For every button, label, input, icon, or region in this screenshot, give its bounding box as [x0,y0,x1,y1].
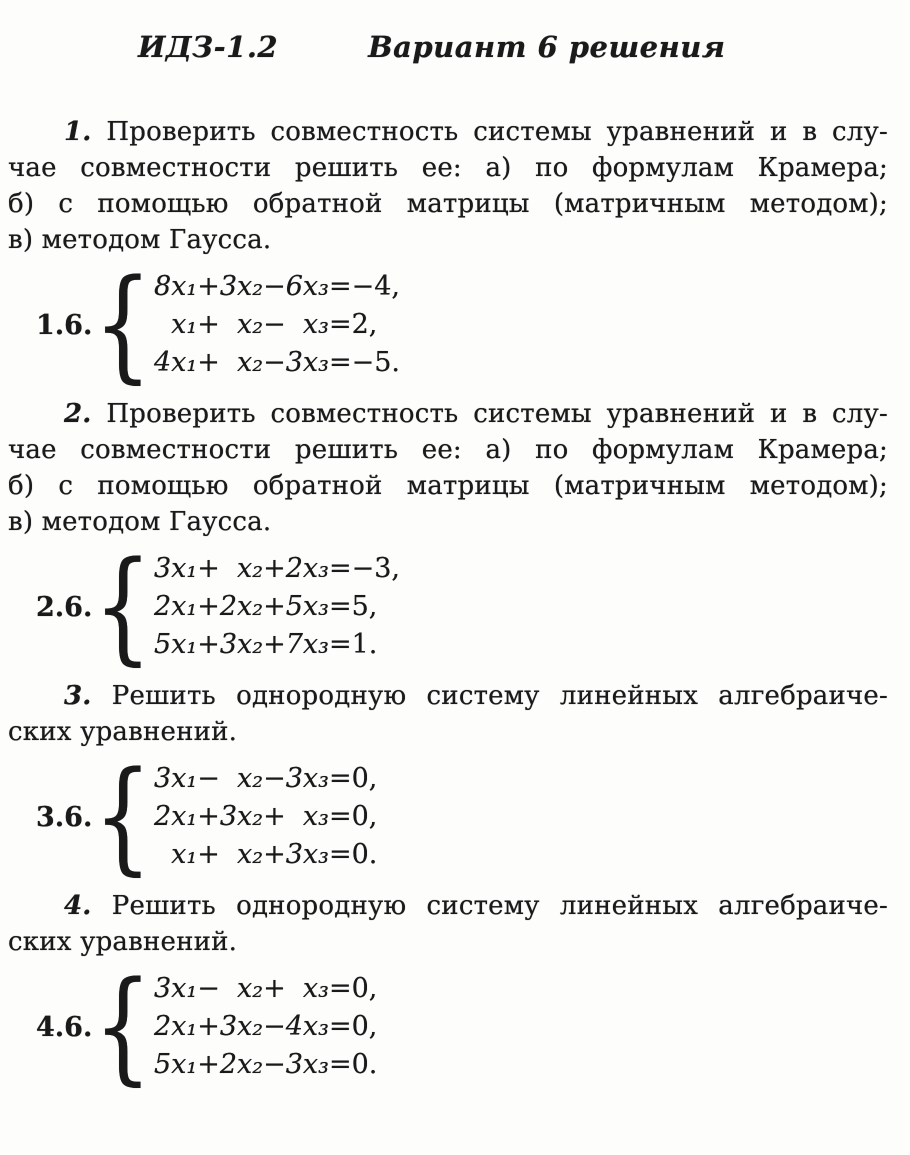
term-cell: x₁ [171,839,198,870]
system-label: 3.6. [36,801,93,833]
op-cell: + [263,591,286,622]
op-cell: − [263,271,286,302]
equals-cell: = [328,1049,352,1080]
equation-row [154,268,400,306]
problem-number: 3. [64,681,92,711]
equation-row [154,836,377,874]
term-cell: x₂ [237,347,264,378]
term-cell: 3x₃ [285,1049,329,1080]
equation-table [154,268,400,382]
statement-line [8,396,888,432]
term-cell: 2x₃ [285,553,329,584]
op-cell: + [263,973,286,1004]
term-cell: 5x₃ [285,591,329,622]
op-cell: + [263,553,286,584]
term-cell: 3x₁ [154,763,198,794]
term-cell: 3x₂ [219,1011,264,1042]
equals-cell: = [328,553,352,584]
statement-line [8,888,888,924]
equation-row [154,588,400,626]
system-label: 1.6. [36,309,93,341]
op-cell: − [263,1049,286,1080]
op-cell: − [197,763,220,794]
equation-row [154,798,377,836]
term-cell: x₂ [237,839,264,870]
rhs-cell: −5. [351,347,400,378]
term-cell: 2x₂ [219,1049,264,1080]
left-brace: { [94,253,153,396]
op-cell: + [263,801,286,832]
op-cell: + [197,591,220,622]
equals-cell: = [328,591,352,622]
statement-text: Решить однородную систему линейных алгебраиче- [111,681,888,711]
equation-row [154,344,400,382]
equation-row [154,550,400,588]
statement-line: чае совместности решить ее: а) по формулам Крамера; [8,153,888,183]
statement-line: в) методом Гаусса. [8,225,272,255]
equation-row [154,1008,377,1046]
statement-line: в) методом Гаусса. [8,507,272,537]
problem-number: 4. [64,891,92,921]
equals-cell: = [328,839,352,870]
rhs-cell: 0, [351,801,378,832]
term-cell: 3x₂ [219,801,264,832]
statement-line: б) с помощью обратной матрицы (матричным методом); [8,471,888,501]
rhs-cell: 0. [351,1049,378,1080]
term-cell: 3x₃ [285,763,329,794]
statement-line [8,114,888,150]
term-cell: 4x₃ [285,1011,329,1042]
term-cell: x₃ [302,801,329,832]
equals-cell: = [328,763,352,794]
op-cell: − [263,309,286,340]
rhs-cell: 0, [351,763,378,794]
op-cell: + [197,271,220,302]
term-cell: 3x₂ [219,271,264,302]
statement-line: ских уравнений. [8,927,238,957]
rhs-cell: 1. [351,629,378,660]
equation-table [154,760,377,874]
op-cell: + [197,1011,220,1042]
left-brace: { [94,955,153,1098]
term-cell: 2x₂ [219,591,264,622]
statement-line [8,678,888,714]
equals-cell: = [328,347,352,378]
statement-line: б) с помощью обратной матрицы (матричным методом); [8,189,888,219]
statement-line: ских уравнений. [8,717,238,747]
term-cell: 5x₁ [154,1049,198,1080]
term-cell: x₁ [171,309,198,340]
term-cell: x₂ [237,973,264,1004]
term-cell: 3x₃ [285,347,329,378]
system-label: 2.6. [36,591,93,623]
term-cell: x₂ [237,763,264,794]
op-cell: − [197,973,220,1004]
term-cell: x₃ [302,309,329,340]
equals-cell: = [328,271,352,302]
op-cell: − [263,1011,286,1042]
system-1-6 [36,253,888,396]
op-cell: − [263,763,286,794]
system-label: 4.6. [36,1011,93,1043]
rhs-cell: 0, [351,973,378,1004]
term-cell: x₂ [237,309,264,340]
term-cell: x₂ [237,553,264,584]
term-cell: x₃ [302,973,329,1004]
equals-cell: = [328,801,352,832]
doc-code: ИДЗ-1.2 [138,30,279,64]
equation-row [154,970,377,1008]
statement-text: Проверить совместность системы уравнений и в слу- [106,399,889,429]
op-cell: + [263,839,286,870]
problem-1-statement [8,114,888,258]
term-cell: 7x₃ [285,629,329,660]
term-cell: 2x₁ [154,1011,198,1042]
equation-row [154,626,400,664]
problem-4-statement [8,888,888,960]
system-4-6 [36,955,888,1098]
equation-row [154,306,400,344]
op-cell: + [197,629,220,660]
system-3-6 [36,745,888,888]
term-cell: 3x₃ [285,839,329,870]
rhs-cell: 5, [351,591,378,622]
problem-3-statement [8,678,888,750]
term-cell: 5x₁ [154,629,198,660]
left-brace: { [94,535,153,678]
equals-cell: = [328,309,352,340]
rhs-cell: 0, [351,1011,378,1042]
left-brace: { [94,745,153,888]
problem-2-statement [8,396,888,540]
op-cell: + [197,839,220,870]
term-cell: 3x₁ [154,973,198,1004]
page-header [138,30,888,64]
system-2-6 [36,535,888,678]
equals-cell: = [328,1011,352,1042]
rhs-cell: 0. [351,839,378,870]
problem-number: 2. [64,399,92,429]
variant-title: Вариант 6 решения [368,30,726,64]
equals-cell: = [328,973,352,1004]
term-cell: 6x₃ [285,271,329,302]
statement-text: Проверить совместность системы уравнений и в слу- [106,117,889,147]
op-cell: + [197,347,220,378]
term-cell: 3x₁ [154,553,198,584]
statement-text: Решить однородную систему линейных алгебраиче- [111,891,888,921]
equals-cell: = [328,629,352,660]
term-cell: 8x₁ [154,271,198,302]
statement-line: чае совместности решить ее: а) по формулам Крамера; [8,435,888,465]
term-cell: 2x₁ [154,591,198,622]
equation-table [154,550,400,664]
equation-row [154,1046,377,1084]
term-cell: 3x₂ [219,629,264,660]
problem-number: 1. [64,117,92,147]
rhs-cell: −4, [351,271,400,302]
op-cell: − [263,347,286,378]
op-cell: + [197,309,220,340]
equation-table [154,970,377,1084]
rhs-cell: −3, [351,553,400,584]
term-cell: 2x₁ [154,801,198,832]
op-cell: + [197,1049,220,1080]
term-cell: 4x₁ [154,347,198,378]
equation-row [154,760,377,798]
op-cell: + [263,629,286,660]
rhs-cell: 2, [351,309,378,340]
op-cell: + [197,801,220,832]
op-cell: + [197,553,220,584]
